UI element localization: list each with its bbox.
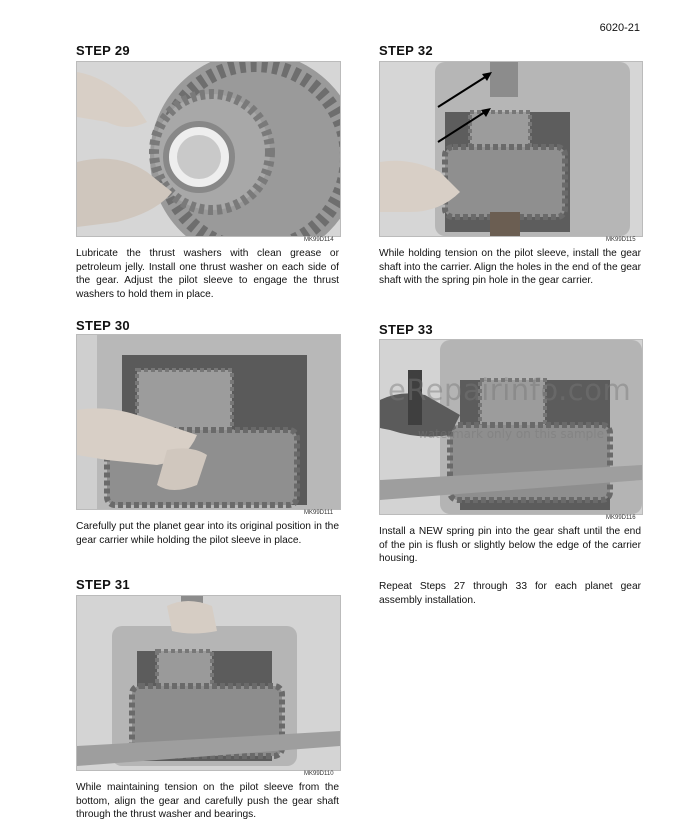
step-30-photo: [76, 334, 341, 510]
spring-pin-install-illustration: [380, 340, 642, 514]
gear-shaft-push-illustration: [77, 596, 340, 770]
step-30-photo-code: MK99D111: [304, 510, 334, 516]
step-31-photo: [76, 595, 341, 771]
step-33-photo: [379, 339, 643, 515]
step-31-text: While maintaining tension on the pilot sleeve from the bottom, align the gear and carefully push the gear shaft through the thrust washer and bearings.: [76, 782, 339, 821]
step-31-title: STEP 31: [76, 577, 130, 592]
step-32-photo: [379, 61, 643, 237]
step-32-title: STEP 32: [379, 43, 433, 58]
step-29-title: STEP 29: [76, 43, 130, 58]
planet-gear-carrier-illustration: [77, 335, 340, 509]
step-29-photo: [76, 61, 341, 237]
step-31-photo-code: MK99D110: [304, 771, 334, 777]
step-29-text: Lubricate the thrust washers with clean grease or petroleum jelly. Install one thrust washer on each side of the gear. Adjust the pilot sleeve to engage the thrust washers to hold them in place.: [76, 248, 339, 300]
step-30-text: Carefully put the planet gear into its original position in the gear carrier while holding the pilot sleeve in place.: [76, 521, 339, 546]
page-number: 6020-21: [599, 22, 640, 34]
gear-shaft-install-illustration: [380, 62, 642, 236]
step-30-title: STEP 30: [76, 318, 130, 333]
repeat-steps-note: Repeat Steps 27 through 33 for each planet gear assembly installation.: [379, 581, 641, 606]
watermark-main: eRepairinfo.com: [388, 373, 632, 407]
gear-with-hands-illustration: [77, 62, 340, 236]
step-29-photo-code: MK99D114: [304, 237, 334, 243]
step-33-text: Install a NEW spring pin into the gear shaft until the end of the pin is flush or slightly below the edge of the carrier housing.: [379, 526, 641, 565]
step-33-title: STEP 33: [379, 322, 433, 337]
step-33-photo-code: MK99D116: [606, 515, 636, 521]
watermark-sub: watermark only on this sample: [418, 427, 605, 441]
step-32-photo-code: MK99D115: [606, 237, 636, 243]
step-32-text: While holding tension on the pilot sleeve, install the gear shaft into the carrier. Align the holes in the end of the gear shaft with the spring pin hole in the gear carrier.: [379, 248, 641, 287]
